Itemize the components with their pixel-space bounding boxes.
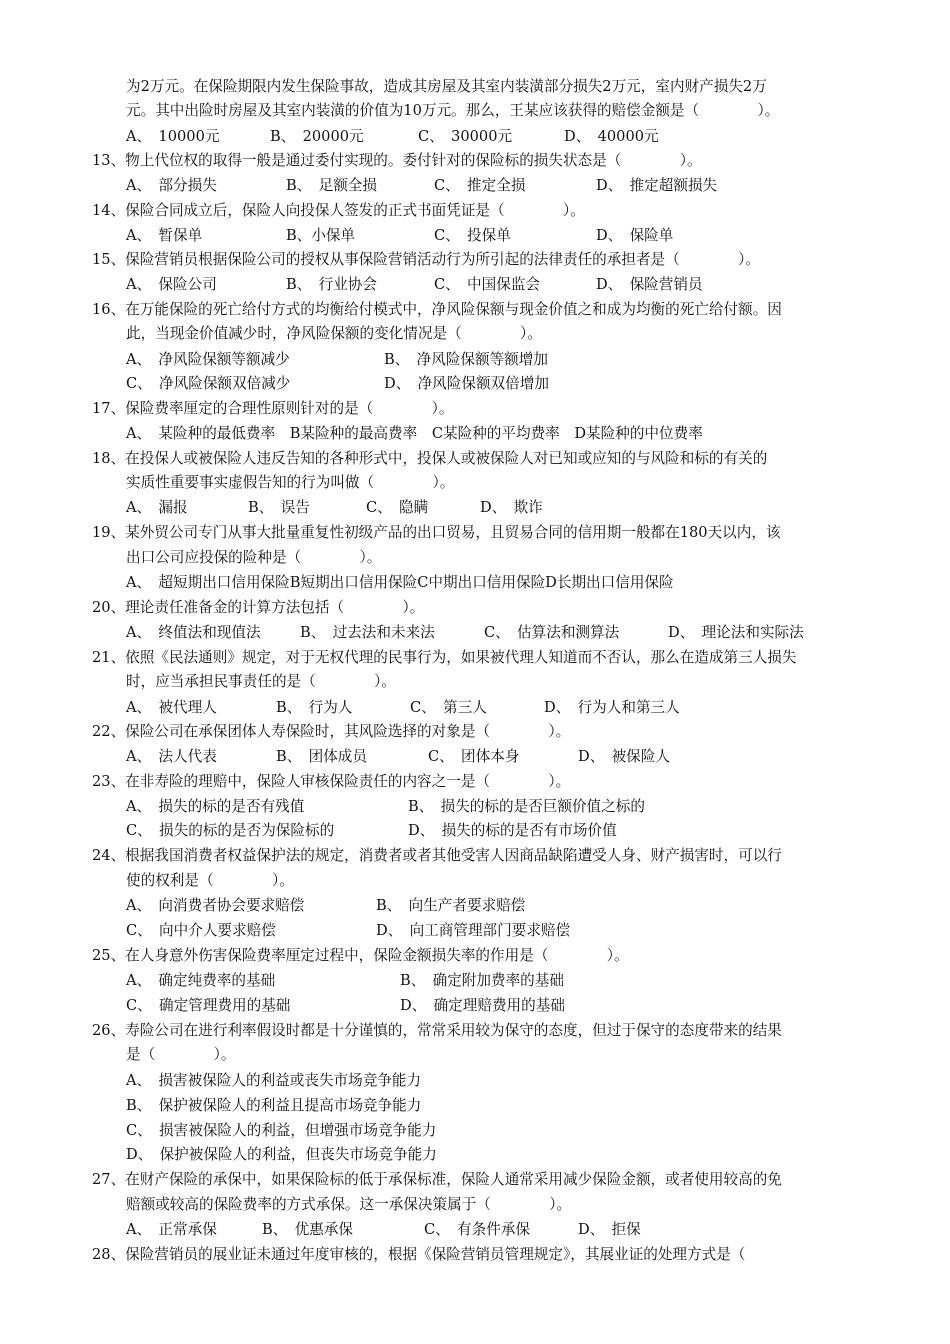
question-14: 14、保险合同成立后，保险人向投保人签发的正式书面凭证是（ ）。 <box>92 202 585 219</box>
question-text-line: 使的权利是（ ）。 <box>126 872 294 889</box>
question-16: 16、在万能保险的死亡给付方式的均衡给付模式中，净风险保额与现金价值之和成为均衡的死亡给付额。因 <box>92 301 782 318</box>
options-line: A、 某险种的最低费率 B某险种的最高费率 C某险种的平均费率 D某险种的中位费率 <box>126 425 703 442</box>
question-22: 22、保险公司在承保团体人寿保险时，其风险选择的对象是（ ）。 <box>92 723 571 740</box>
option-a: A、 正常承保 <box>126 1221 217 1238</box>
option-a: A、 被代理人 <box>126 699 217 716</box>
option-b: B、 保护被保险人的利益且提高市场竞争能力 <box>126 1097 422 1114</box>
option-c: C、 投保单 <box>434 227 511 244</box>
option-b: B、 向生产者要求赔偿 <box>376 897 526 914</box>
question-20: 20、理论责任准备金的计算方法包括（ ）。 <box>92 599 425 616</box>
option-d: D、 确定理赔费用的基础 <box>400 997 565 1014</box>
option-a: A、 向消费者协会要求赔偿 <box>126 897 305 914</box>
option-d: D、 向工商管理部门要求赔偿 <box>376 922 571 939</box>
option-c: C、 30000元 <box>418 128 513 145</box>
option-b: B、 过去法和未来法 <box>300 624 435 641</box>
option-a: A、 法人代表 <box>126 748 217 765</box>
option-b: B、 净风险保额等额增加 <box>384 351 548 368</box>
option-c: C、 估算法和测算法 <box>484 624 620 641</box>
question-text-line: 时，应当承担民事责任的是（ ）。 <box>126 673 396 690</box>
option-c: C、 第三人 <box>410 699 487 716</box>
option-b: B、 损失的标的是否巨额价值之标的 <box>408 798 645 815</box>
option-c: C、 损害被保险人的利益，但增强市场竞争能力 <box>126 1122 437 1139</box>
question-27: 27、在财产保险的承保中，如果保险标的低于承保标准，保险人通常采用减少保险金额，或者使用较高的免 <box>92 1171 782 1188</box>
question-23: 23、在非寿险的理赔中，保险人审核保险责任的内容之一是（ ）。 <box>92 773 571 790</box>
question-text-line: 元。其中出险时房屋及其室内装潢的价值为10万元。那么，王某应该获得的赔偿金额是（ ）。 <box>126 102 780 119</box>
option-d: D、 拒保 <box>578 1221 641 1238</box>
question-28: 28、保险营销员的展业证未通过年度审核的，根据《保险营销员管理规定》，其展业证的处理方式是（ <box>92 1246 746 1263</box>
option-b: B、 行业协会 <box>286 276 377 293</box>
option-c: C、 中国保监会 <box>434 276 541 293</box>
option-c: C、 向中介人要求赔偿 <box>126 922 276 939</box>
option-c: C、 隐瞒 <box>366 499 429 516</box>
option-d: D、 行为人和第三人 <box>544 699 680 716</box>
option-b: B、 20000元 <box>270 128 364 145</box>
option-b: B、 误告 <box>248 499 310 516</box>
option-a: A、 暂保单 <box>126 227 203 244</box>
question-25: 25、在人身意外伤害保险费率厘定过程中，保险金额损失率的作用是（ ）。 <box>92 947 629 964</box>
option-c: C、 有条件承保 <box>424 1221 531 1238</box>
option-a: A、 漏报 <box>126 499 188 516</box>
option-a: A、 保险公司 <box>126 276 217 293</box>
question-17: 17、保险费率厘定的合理性原则针对的是（ ）。 <box>92 400 454 417</box>
options-line: A、 超短期出口信用保险B短期出口信用保险C中期出口信用保险D长期出口信用保险 <box>126 574 674 591</box>
option-a: A、 损失的标的是否有残值 <box>126 798 305 815</box>
question-15: 15、保险营销员根据保险公司的授权从事保险营销活动行为所引起的法律责任的承担者是（ ）。 <box>92 251 760 268</box>
option-c: C、 团体本身 <box>428 748 520 765</box>
question-text-line: 为2万元。在保险期限内发生保险事故，造成其房屋及其室内装潢部分损失2万元，室内财产损失2万 <box>126 78 767 95</box>
option-d: D、 被保险人 <box>578 748 670 765</box>
question-18: 18、在投保人或被保险人违反告知的各种形式中，投保人或被保险人对已知或应知的与风险和标的有关的 <box>92 450 768 467</box>
question-13: 13、物上代位权的取得一般是通过委付实现的。委付针对的保险标的损失状态是（ ）。 <box>92 152 702 169</box>
question-text-line: 赔额或较高的保险费率的方式承保。这一承保决策属于（ ）。 <box>126 1196 572 1213</box>
option-b: B、小保单 <box>286 227 356 244</box>
option-d: D、 欺诈 <box>480 499 543 516</box>
option-b: B、 行为人 <box>276 699 353 716</box>
option-b: B、 足额全损 <box>286 177 377 194</box>
question-24: 24、根据我国消费者权益保护法的规定，消费者或者其他受害人因商品缺陷遭受人身、财产损害时，可以行 <box>92 847 782 864</box>
option-d: D、 保险单 <box>596 227 674 244</box>
question-19: 19、某外贸公司专门从事大批量重复性初级产品的出口贸易，且贸易合同的信用期一般都在180天以内，该 <box>92 524 781 541</box>
option-d: D、 40000元 <box>564 128 659 145</box>
option-d: D、 理论法和实际法 <box>668 624 804 641</box>
option-d: D、 损失的标的是否有市场价值 <box>408 822 617 839</box>
option-a: A、 净风险保额等额减少 <box>126 351 290 368</box>
option-d: D、 净风险保额双倍增加 <box>384 375 549 392</box>
option-a: A、 10000元 <box>126 128 220 145</box>
option-b: B、 确定附加费率的基础 <box>400 972 564 989</box>
option-a: A、 终值法和现值法 <box>126 624 261 641</box>
option-d: D、 推定超额损失 <box>596 177 718 194</box>
option-c: C、 损失的标的是否为保险标的 <box>126 822 335 839</box>
option-a: A、 确定纯费率的基础 <box>126 972 276 989</box>
option-d: D、 保险营销员 <box>596 276 703 293</box>
question-text-line: 实质性重要事实虚假告知的行为叫做（ ）。 <box>126 474 455 491</box>
option-b: B、 优惠承保 <box>262 1221 353 1238</box>
question-text-line: 出口公司应投保的险种是（ ）。 <box>126 549 382 566</box>
question-26: 26、寿险公司在进行利率假设时都是十分谨慎的，常常采用较为保守的态度，但过于保守的态度带来的结果 <box>92 1022 782 1039</box>
option-a: A、 损害被保险人的利益或丧失市场竞争能力 <box>126 1072 422 1089</box>
question-text-line: 此，当现金价值减少时，净风险保额的变化情况是（ ）。 <box>126 325 542 342</box>
option-c: C、 净风险保额双倍减少 <box>126 375 291 392</box>
option-c: C、 推定全损 <box>434 177 526 194</box>
option-d: D、 保护被保险人的利益，但丧失市场竞争能力 <box>126 1146 437 1163</box>
question-text-line: 是（ ）。 <box>126 1046 236 1063</box>
option-b: B、 团体成员 <box>276 748 367 765</box>
option-c: C、 确定管理费用的基础 <box>126 997 291 1014</box>
question-21: 21、依照《民法通则》规定，对于无权代理的民事行为，如果被代理人知道而不否认，那么在造成第三人损失 <box>92 649 797 666</box>
option-a: A、 部分损失 <box>126 177 217 194</box>
